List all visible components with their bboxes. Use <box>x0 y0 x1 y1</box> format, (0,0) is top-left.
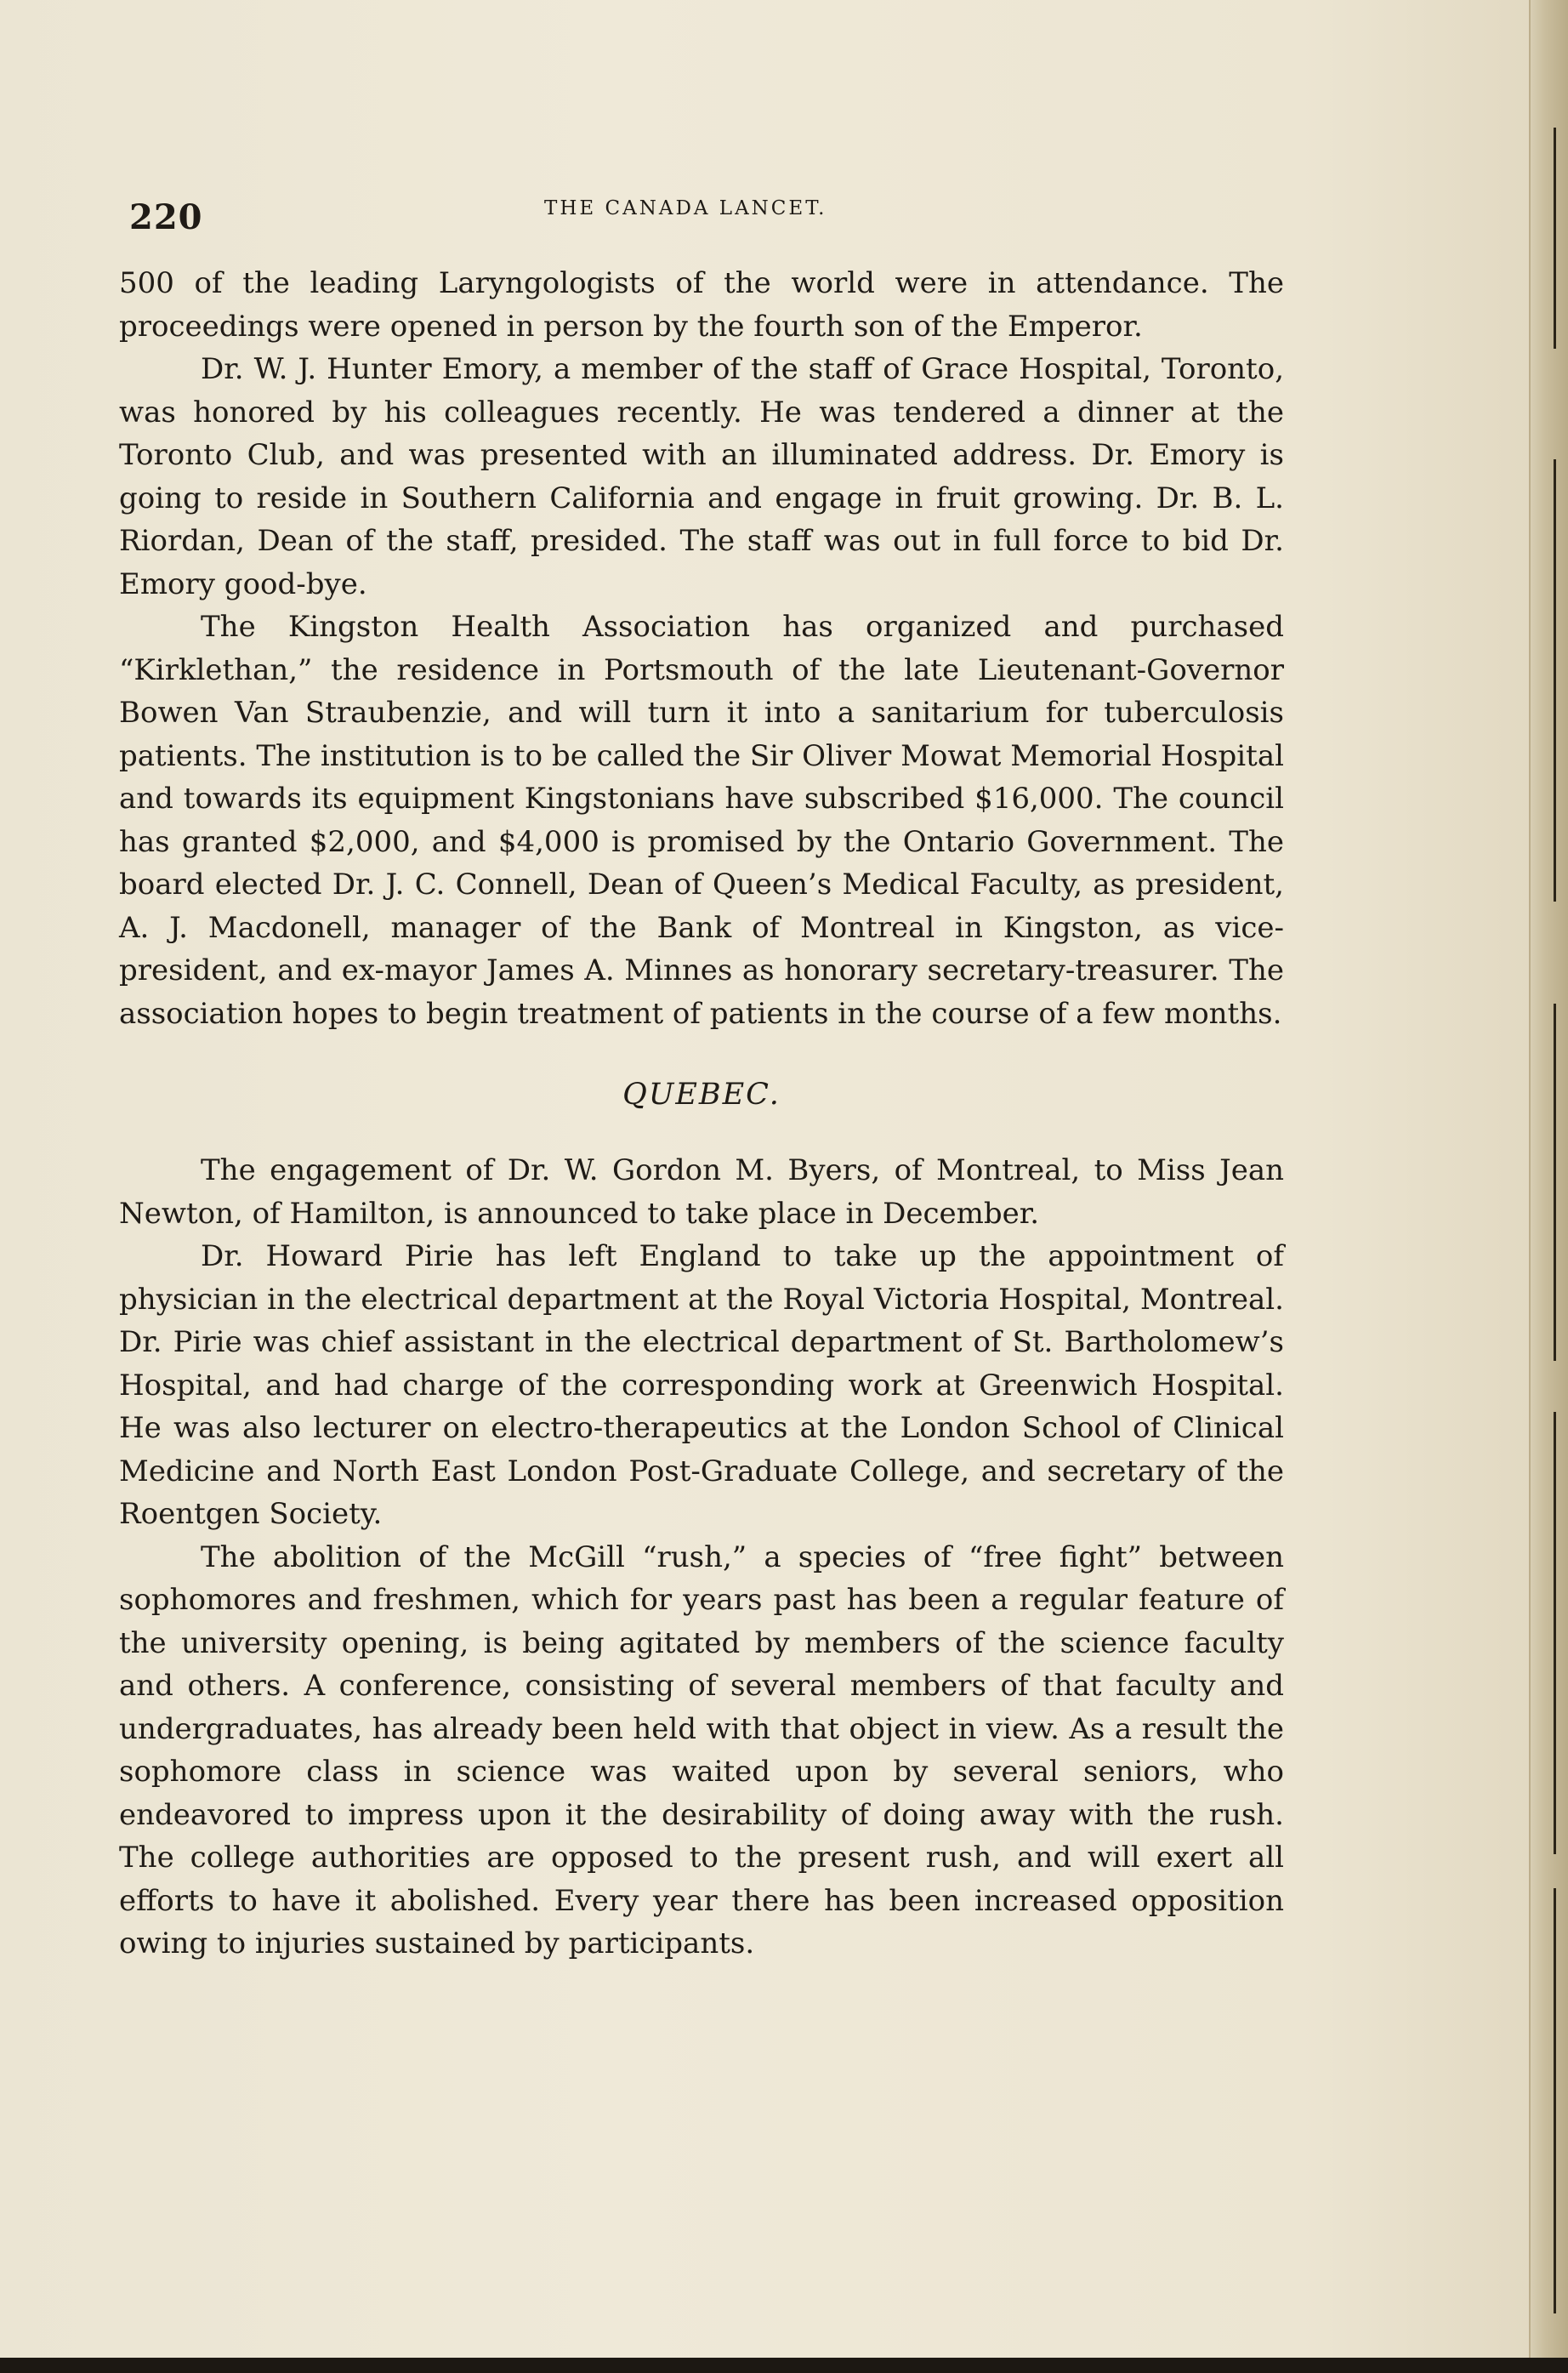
section-heading: QUEBEC. <box>622 1078 781 1112</box>
binding-line <box>1554 1888 1556 2313</box>
paragraph: The Kingston Health Association has organized and purchased “Kirklethan,” the residence in Portsmouth of the late Lieutenant-Governor Bowen Van Straubenzie, and will turn it into a sanitarium for tuberculosis patients. The institution is to be called the Sir Oliver Mowat Memorial Hospital and towards its equipment Kingstonians have subscribed $16,000. The council has granted $2,000, and $4,000 is promised by the Ontario Government. The board elected Dr. J. C. Connell, Dean of Queen’s Medical Faculty, as president, A. J. Macdonell, manager of the Bank of Montreal in Kingston, as vice-president, and ex-mayor James A. Minnes as honorary secretary-treasurer. The association hopes to begin treatment of patients in the course of a few months. <box>119 610 1284 1031</box>
paragraph: Dr. W. J. Hunter Emory, a member of the staff of Grace Hospital, Toronto, was honored by his colleagues recently. He was tendered a dinner at the Toronto Club, and was presented with an illuminated address. Dr. Emory is going to reside in Southern California and engage in fruit growing. Dr. B. L. Riordan, Dean of the staff, presided. The staff was out in full force to bid Dr. Emory good-bye. <box>119 352 1284 601</box>
scan-border <box>0 2358 1568 2373</box>
paragraph: 500 of the leading Laryngologists of the world were in attendance. The proceedings were opened in person by the fourth son of the Emperor. <box>119 266 1284 344</box>
paragraph: The abolition of the McGill “rush,” a species of “free fight” between sophomores and freshmen, which for years past has been a regular feature of the university opening, is being agitated by members of the science faculty and others. A conference, consisting of several members of that faculty and undergraduates, has already been held with that object in view. As a result the sophomore class in science was waited upon by several seniors, who endeavored to impress upon it the desirability of doing away with the rush. The college authorities are opposed to the present rush, and will exert all efforts to have it abolished. Every year there has been increased opposition owing to injuries sustained by participants. <box>119 1539 1284 1960</box>
binding-line <box>1554 459 1556 902</box>
page-edge <box>1529 0 1568 2373</box>
paragraph: Dr. Howard Pirie has left England to take up the appointment of physician in the electrical department at the Royal Victoria Hospital, Montreal. Dr. Pirie was chief assistant in the electrical department of St. Bartholomew’s Hospital, and had charge of the corresponding work at Greenwich Hospital. He was also lecturer on electro-therapeutics at the London School of Clinical Medicine and North East London Post-Graduate College, and secretary of the Roentgen Society. <box>119 1239 1284 1531</box>
article-body <box>119 262 1284 1966</box>
binding-line <box>1554 1004 1556 1361</box>
journal-title: THE CANADA LANCET. <box>544 197 827 219</box>
binding-line <box>1554 1412 1556 1854</box>
binding-line <box>1554 128 1556 349</box>
page-number: 220 <box>129 197 203 237</box>
running-head <box>119 192 1284 243</box>
paragraph: The engagement of Dr. W. Gordon M. Byers, of Montreal, to Miss Jean Newton, of Hamilton, is announced to take place in December. <box>119 1153 1284 1231</box>
